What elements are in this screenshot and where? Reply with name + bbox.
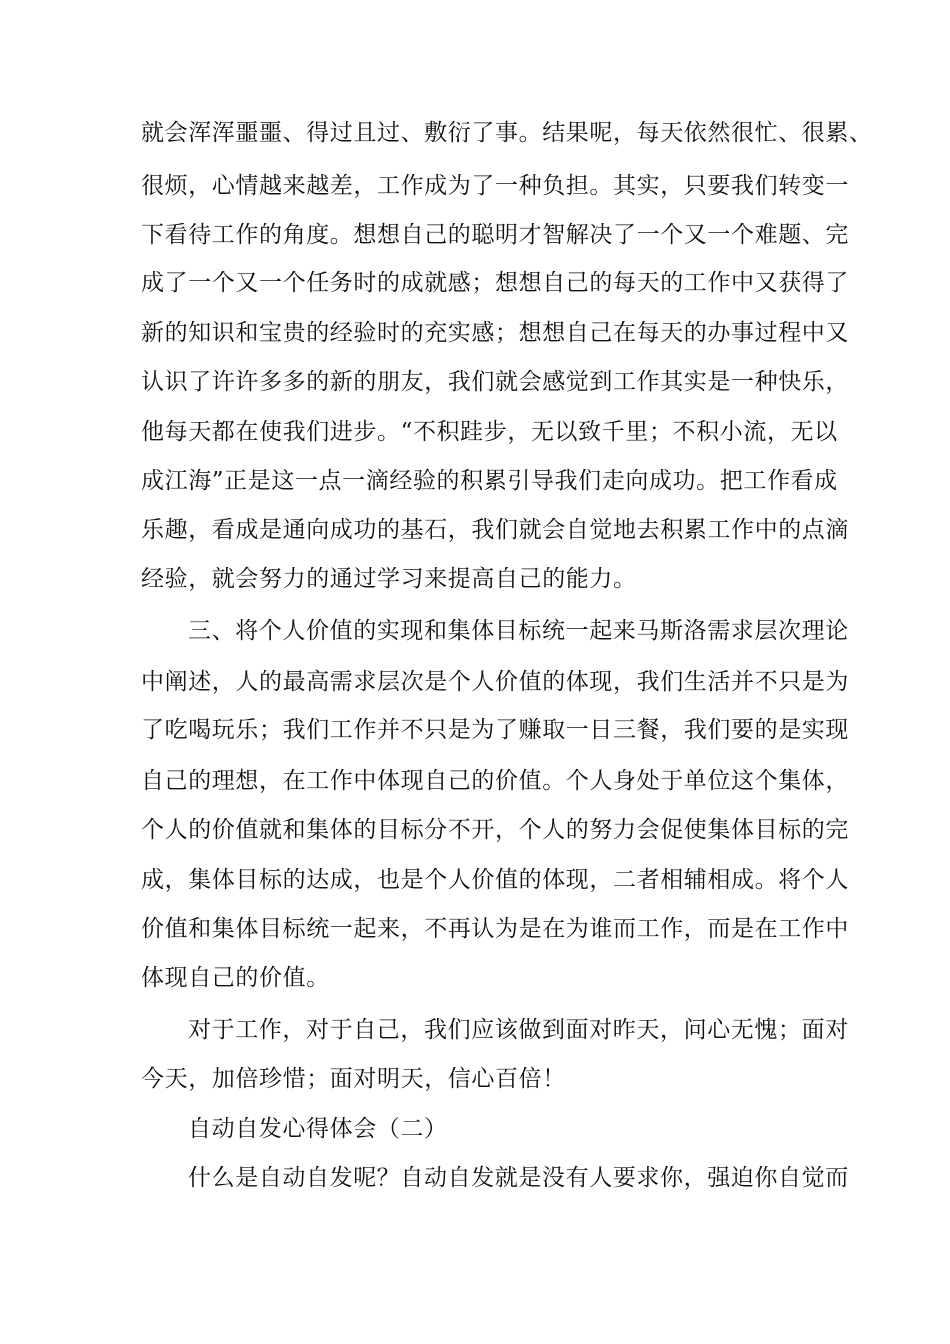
text-line: 就会浑浑噩噩、得过且过、敷衍了事。结果呢，每天依然很忙、很累、: [141, 120, 873, 146]
text-line: 今天，加倍珍惜；面对明天，信心百倍！: [141, 1066, 566, 1092]
text-line: 下看待工作的角度。想想自己的聪明才智解决了一个又一个难题、完: [141, 222, 849, 248]
text-line: 体现自己的价值。: [141, 965, 330, 991]
text-line: 个人的价值就和集体的目标分不开，个人的努力会促使集体目标的完: [141, 817, 849, 843]
text-line: 了吃喝玩乐；我们工作并不只是为了赚取一日三餐，我们要的是实现: [141, 717, 849, 743]
text-line: 乐趣，看成是通向成功的基石，我们就会自觉地去积累工作中的点滴: [141, 517, 849, 543]
text-line: 很烦，心情越来越差，工作成为了一种负担。其实，只要我们转变一: [141, 173, 849, 199]
text-line: 成了一个又一个任务时的成就感；想想自己的每天的工作中又获得了: [141, 270, 849, 296]
text-line: 他每天都在使我们进步。“不积跬步，无以致千里；不积小流，无以: [141, 419, 838, 445]
text-line: 认识了许许多多的新的朋友，我们就会感觉到工作其实是一种快乐，: [141, 369, 849, 395]
subtitle: 自动自发心得体会（二）: [188, 1116, 448, 1142]
section-heading-line: 三、将个人价值的实现和集体目标统一起来马斯洛需求层次理论: [188, 618, 849, 644]
text-line: 新的知识和宝贵的经验时的充实感；想想自己在每天的办事过程中又: [141, 320, 849, 346]
text-line: 成江海”正是这一点一滴经验的积累引导我们走向成功。把工作看成: [141, 468, 838, 494]
text-line: 价值和集体目标统一起来，不再认为是在为谁而工作，而是在工作中: [141, 916, 849, 942]
text-line: 成，集体目标的达成，也是个人价值的体现，二者相辅相成。将个人: [141, 867, 849, 893]
text-line: 经验，就会努力的通过学习来提高自己的能力。: [141, 566, 637, 592]
text-line: 中阐述，人的最高需求层次是个人价值的体现，我们生活并不只是为: [141, 669, 849, 695]
text-line: 对于工作，对于自己，我们应该做到面对昨天，问心无愧；面对: [188, 1017, 849, 1043]
text-line: 自己的理想，在工作中体现自己的价值。个人身处于单位这个集体，: [141, 768, 849, 794]
text-line: 什么是自动自发呢？自动自发就是没有人要求你，强迫你自觉而: [188, 1165, 849, 1191]
